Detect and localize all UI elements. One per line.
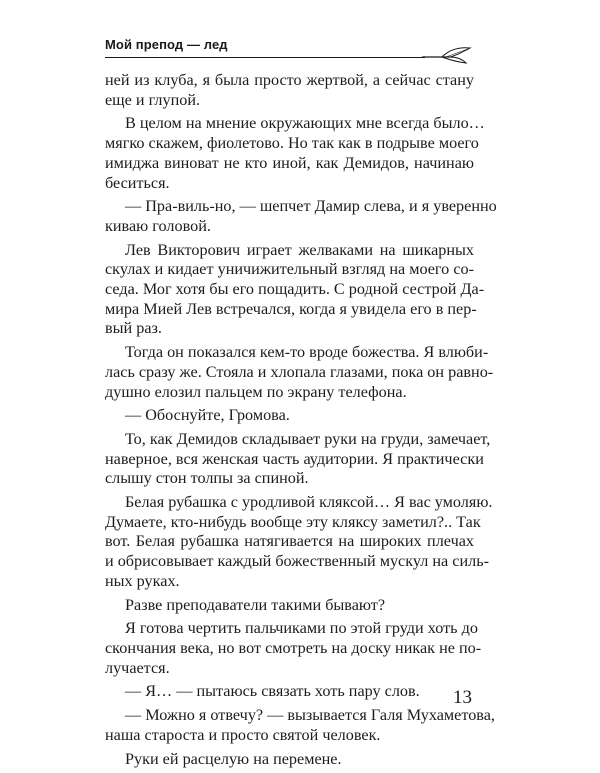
paragraph [105,343,494,402]
text-line: В целом на мнение окружающих мне всегда было… [125,114,485,133]
text-line: мира Мией Лев встречался, когда я увидела его в пер- [105,299,477,318]
paragraph [105,682,474,702]
text-line: киваю головой. [105,216,211,235]
text-line: беситься. [105,173,170,192]
text-line: Руки ей расцелую на перемене. [125,749,342,768]
text-line: наша староста и просто святой человек. [105,725,381,744]
paragraph [105,429,491,489]
text-line: скончания века, но вот смотреть на доску никак не по- [105,638,482,657]
text-line: То, как Демидов складывает руки на груди, замечает, [125,429,491,448]
quill-pen-icon [420,45,472,67]
text-line: — Обоснуйте, Громова. [125,406,290,425]
text-line: вый раз. [105,319,162,338]
header-rule [105,57,425,58]
text-line: лась сразу же. Стояла и хлопала глазами, пока он равно- [105,362,494,381]
body-text [105,71,497,773]
paragraph [105,406,474,426]
text-line: — Можно я отвечу? — вызывается Галя Мухаметова, [125,706,495,725]
paragraph [105,71,474,110]
text-line: скулах и кидает уничижительный взгляд на моего со- [105,260,474,279]
text-line: Лев Викторович играет желваками на шикарных [125,240,474,259]
text-line: — Я… — пытаюсь связать хоть пару слов. [125,682,420,701]
paragraph [105,619,482,678]
text-line: ных руках. [105,571,180,590]
paragraph [105,750,474,770]
text-line: Тогда он показался кем-то вроде божества. Я влюби- [125,343,489,362]
text-line: еще и глупой. [105,90,201,109]
text-line: вот. Белая рубашка натягивается на широких плечах [105,532,474,551]
text-line: седа. Мог хотя бы его пощадить. С родной сестрой Да- [105,280,485,299]
text-line: Разве преподаватели такими бывают? [125,595,386,614]
text-line: слышу стон толпы за спиной. [105,469,309,488]
paragraph [105,114,485,193]
text-line: Я готова чертить пальчиками по этой груди хоть до [125,619,478,638]
paragraph [105,240,485,340]
text-line: душно елозил пальцем по экрану телефона. [105,382,407,401]
text-line: Думаете, кто-нибудь вообще эту кляксу заметил?.. Так [105,512,481,531]
text-line: — Пра-виль-но, — шепчет Дамир слева, и я уверенно [125,197,497,216]
paragraph [105,706,495,745]
text-line: имиджа виноват не кто иной, как Демидов, начинаю [105,153,474,172]
page-number: 13 [453,687,472,708]
paragraph [105,493,493,592]
paragraph [105,596,474,616]
text-line: наверное, вся женская часть аудитории. Я практически [105,449,484,468]
text-line: Белая рубашка с уродливой кляксой… Я вас умоляю. [125,493,493,512]
running-header-title: Мой препод — лед [105,37,228,52]
text-line: мягко скажем, фиолетово. Но так как в подрыве моего [105,134,479,153]
text-line: ней из клуба, я была просто жертвой, а сейчас стану [105,71,474,89]
paragraph [105,197,497,236]
text-line: и обрисовывает каждый божественный мускул на силь- [105,552,489,571]
text-line: лучается. [105,658,170,677]
